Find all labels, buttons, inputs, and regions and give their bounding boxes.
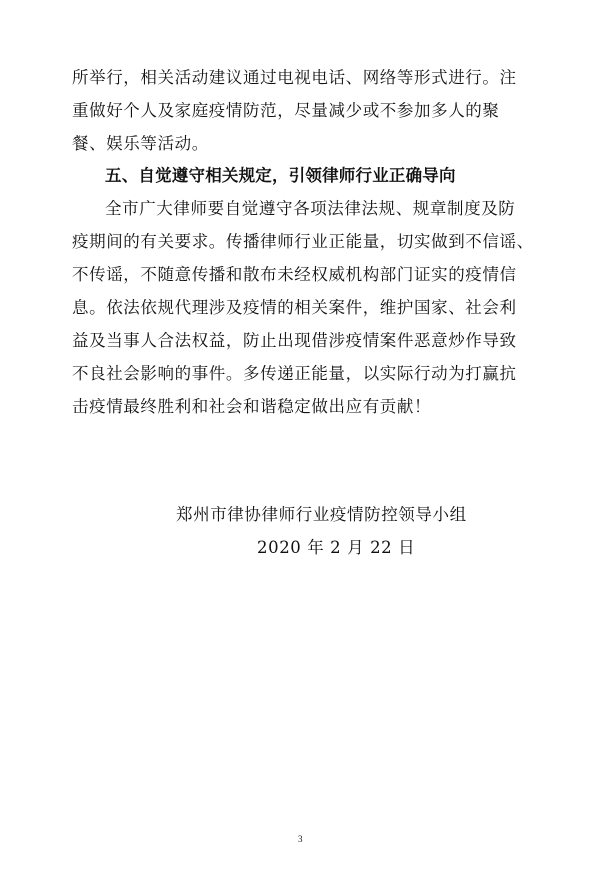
body-line-2: 疫期间的有关要求。传播律师行业正能量，切实做到不信谣、 <box>72 232 534 251</box>
body-line-1: 全市广大律师要自觉遵守各项法律法规、规章制度及防 <box>105 199 516 218</box>
continuation-line-1: 所举行，相关活动建议通过电视电话、网络等形式进行。注 <box>72 68 517 87</box>
section-heading: 五、自觉遵守相关规定，引领律师行业正确导向 <box>105 166 456 185</box>
signature-organization: 郑州市律协律师行业疫情防控领导小组 <box>176 505 467 524</box>
body-line-7: 击疫情最终胜利和社会和谐稳定做出应有贡献！ <box>72 397 432 416</box>
body-line-6: 不良社会影响的事件。多传递正能量，以实际行动为打赢抗 <box>72 364 517 383</box>
body-line-4: 息。依法依规代理涉及疫情的相关案件，维护国家、社会利 <box>72 298 517 317</box>
body-line-5: 益及当事人合法权益，防止出现借涉疫情案件恶意炒作导致 <box>72 331 517 350</box>
body-line-3: 不传谣，不随意传播和散布未经权威机构部门证实的疫情信 <box>72 265 517 284</box>
signature-date: 2020 年 2 月 22 日 <box>257 538 416 557</box>
page-number: 3 <box>298 834 303 844</box>
continuation-line-3: 餐、娱乐等活动。 <box>72 134 209 153</box>
continuation-line-2: 重做好个人及家庭疫情防范，尽量减少或不参加多人的聚 <box>72 101 500 120</box>
